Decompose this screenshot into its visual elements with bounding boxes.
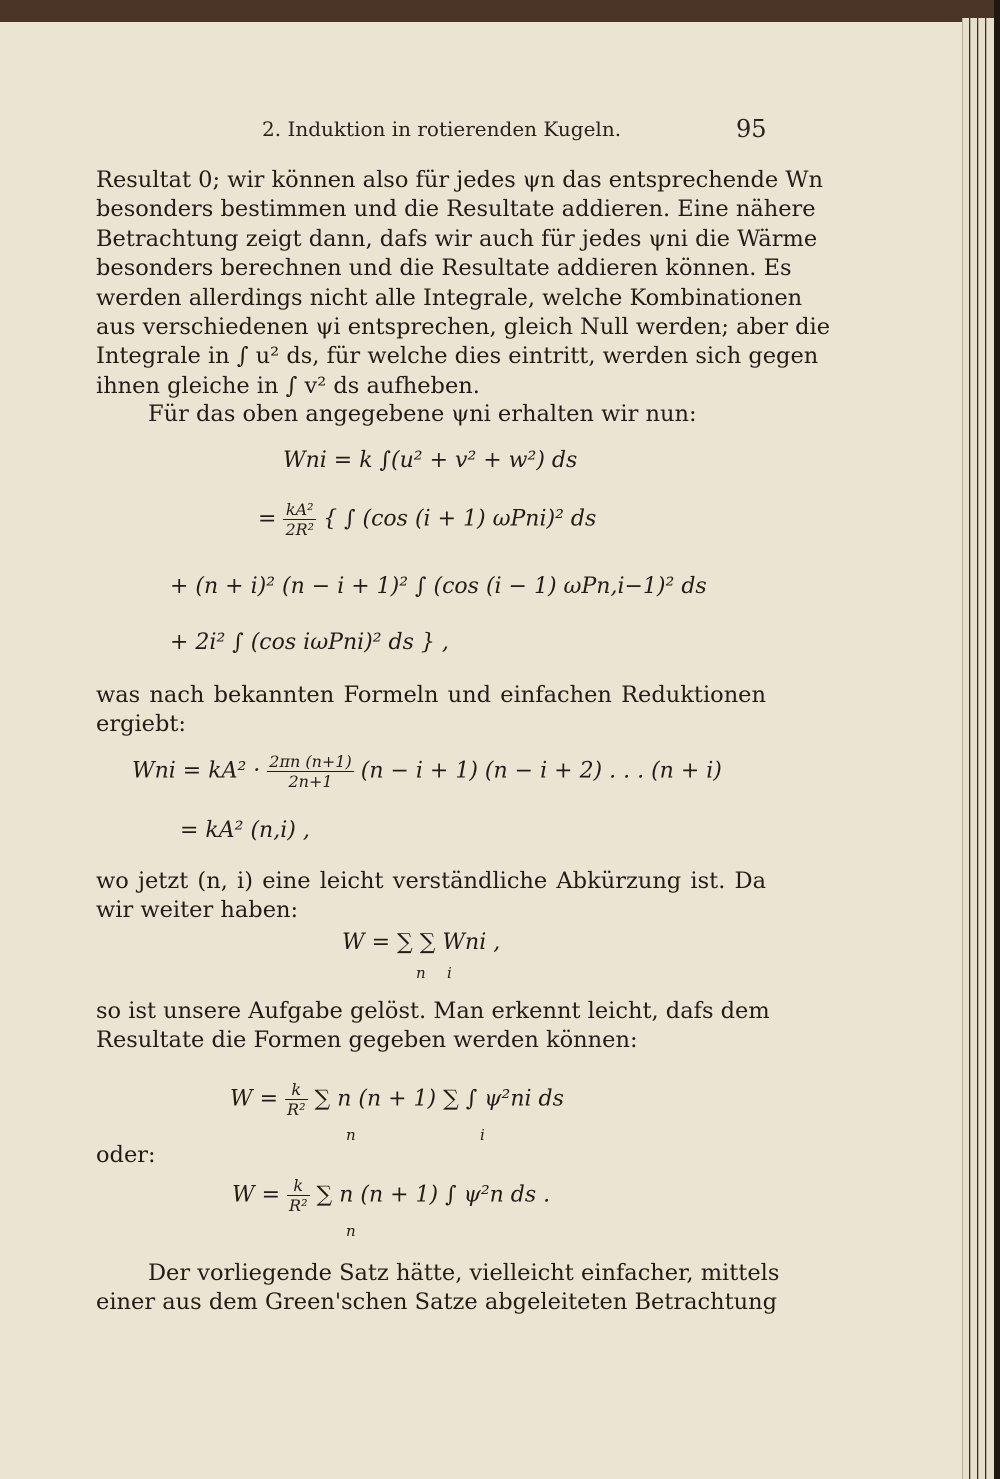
equation-2-line-2: = kA² (n,i) , [180,818,310,843]
fraction [267,752,353,791]
paragraph-1 [96,166,831,401]
book-top-edge [0,0,1000,22]
page-edge [978,18,985,1479]
fraction [283,500,316,539]
equation-2-line-1 [132,752,722,791]
text-line: ergiebt: [96,711,187,738]
fraction [285,1080,307,1119]
paragraph-3 [96,682,766,741]
equation-prefix: W = [230,1086,279,1112]
equation-body: ∑ n (n + 1) ∑ ∫ ψ²ni ds [314,1086,564,1112]
page-edge [970,18,977,1479]
oder-label: oder: [96,1142,156,1168]
paragraph-6 [96,1260,780,1319]
equation-3: W = ∑ ∑ Wni , [342,930,501,955]
fraction [287,1176,309,1215]
equation-body: { ∫ (cos (i + 1) ωPni)² ds [323,506,597,532]
equation-prefix: W = [232,1182,281,1208]
paragraph-2: Für das oben angegebene ψni erhalten wir nun: [148,401,697,427]
text-line: besonders bestimmen und die Resultate addieren. Eine nähere [96,196,816,223]
equals-sign: = [258,506,277,532]
equation-4 [230,1080,564,1119]
equation-body: ∑ n (n + 1) ∫ ψ²n ds . [316,1182,551,1208]
text-line: werden allerdings nicht alle Integrale, welche Kombinationen [96,284,803,311]
equation-5 [232,1176,550,1215]
text-line: Integrale in ∫ u² ds, für welche dies eintritt, werden sich gegen [96,343,819,370]
fraction-numerator: kA² [283,500,316,520]
text-line: einer aus dem Green'schen Satze abgeleiteten Betrachtung [96,1289,778,1316]
equation-1-line-3: + (n + i)² (n − i + 1)² ∫ (cos (i − 1) ωPn,i−1)² ds [170,574,707,599]
text-line: wir weiter haben: [96,897,299,924]
text-line: wo jetzt (n, i) eine leicht verständliche Abkürzung ist. Da [96,868,766,894]
sum-index-n: n [346,1222,356,1240]
text-line: Resultat 0; wir können also für jedes ψn das entsprechende Wn [96,167,824,193]
paragraph-4 [96,868,766,927]
paragraph-5 [96,998,770,1057]
book-cover-edge [994,0,1000,1479]
fraction-numerator: k [287,1176,309,1196]
running-header: 2. Induktion in rotierenden Kugeln. [262,117,622,141]
equation-1-line-1: Wni = k ∫(u² + v² + w²) ds [283,448,578,473]
text-line: Betrachtung zeigt dann, dafs wir auch für jedes ψni die Wärme [96,225,818,252]
text-line: Der vorliegende Satz hätte, vielleicht einfacher, mittels [148,1260,780,1286]
equation-1-line-2 [258,500,596,539]
sum-index-i: i [480,1126,485,1144]
sum-index-i: i [447,964,452,982]
fraction-numerator: 2πn (n+1) [269,752,352,771]
page-edge [962,18,969,1479]
fraction-denominator: R² [287,1100,306,1119]
text-line: aus verschiedenen ψi entsprechen, gleich Null werden; aber die [96,313,831,340]
sum-index-n: n [416,964,426,982]
text-line: besonders berechnen und die Resultate addieren können. Es [96,255,792,282]
text-line: was nach bekannten Formeln und einfachen Reduktionen [96,682,766,708]
fraction-denominator: 2n+1 [288,772,333,791]
text-line: Resultate die Formen gegeben werden können: [96,1027,638,1054]
equation-body: (n − i + 1) (n − i + 2) . . . (n + i) [360,758,722,784]
fraction-denominator: 2R² [285,520,315,539]
page-number: 95 [736,115,767,143]
text-line: ihnen gleiche in ∫ v² ds aufheben. [96,372,480,399]
equation-1-line-4: + 2i² ∫ (cos iωPni)² ds } , [170,630,449,655]
fraction-denominator: R² [289,1196,308,1215]
equation-prefix: Wni = kA² · [132,758,261,784]
text-line: so ist unsere Aufgabe gelöst. Man erkennt leicht, dafs dem [96,998,770,1024]
sum-index-n: n [346,1126,356,1144]
fraction-numerator: k [285,1080,307,1100]
